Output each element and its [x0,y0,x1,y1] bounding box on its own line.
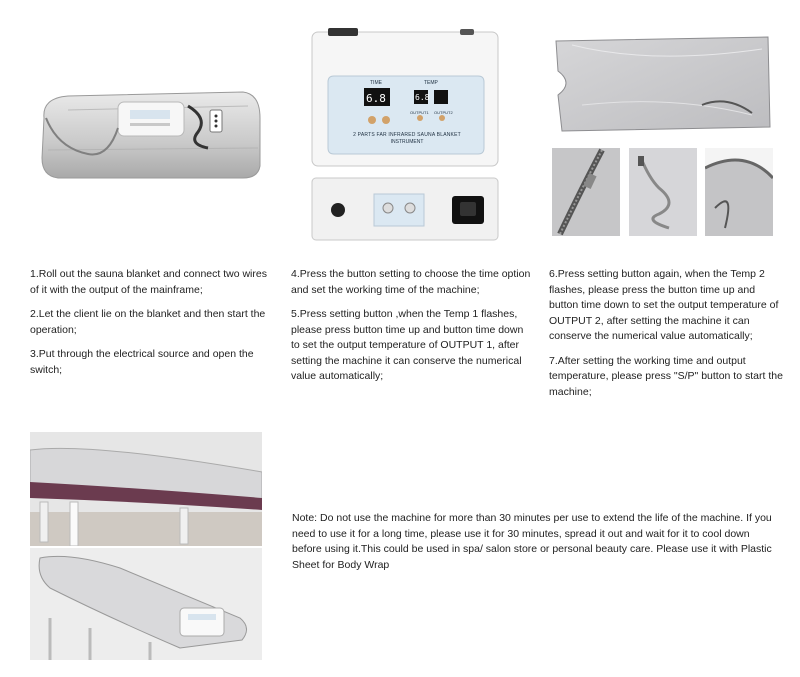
blanket-with-controller-photo [30,548,262,660]
corner-binding-detail-image [705,148,773,236]
cable-detail-image [629,148,697,236]
controller-subtitle: INSTRUMENT [390,139,424,145]
controller-output1-label: OUTPUT1 [410,110,429,115]
instruction-step-2: 2.Let the client lie on the blanket and then start the operation; [30,308,266,336]
controller-time-label: TIME [370,80,382,86]
controller-temp1-digits: 6.8 [415,93,430,102]
controller-time-digits: 6.8 [366,92,386,105]
controller-instrument-image [308,26,504,244]
instructions-column-3 [549,267,787,409]
instructions-column-2 [291,267,531,394]
instruction-step-6: 6.Press setting button again, when the Temp 2 flashes, please press the button time up and button time down to set the output temperature of OUTPUT 2, after setting the machine it can conserve the numerical value automatically; [549,268,779,342]
blanket-on-bed-photo [30,432,262,546]
instruction-step-3: 3.Put through the electrical source and open the switch; [30,348,254,376]
instructions-column-1 [30,267,270,387]
instruction-step-1: 1.Roll out the sauna blanket and connect two wires of it with the output of the mainframe; [30,268,267,296]
controller-temp-label: TEMP [424,80,438,86]
instruction-step-4: 4.Press the button setting to choose the time option and set the working time of the machine; [291,268,531,296]
usage-note: Note: Do not use the machine for more than 30 minutes per use to extend the life of the machine. If you need to use it for a long time, please use it for 30 minutes, spread it out and wait for it to cool down before using it.This could be used in spa/ salon store or personal beauty care. Please use it with Plastic Sheet for Body Wrap [292,512,772,571]
instruction-step-5: 5.Press setting button ,when the Temp 1 flashes, please press button time up and button time down to set the output temperature of OUTPUT 1, after setting the machine it can conserve the numerical value automatically; [291,308,524,382]
instruction-step-7: 7.After setting the working time and output temperature, please press "S/P" button to start the machine; [549,354,783,398]
sauna-blanket-with-controller-image [38,88,266,180]
controller-output2-label: OUTPUT2 [434,110,453,115]
open-sauna-blanket-image [552,35,774,135]
controller-title: 2 PARTS FAR INFRARED SAUNA BLANKET [353,132,461,138]
zipper-detail-image [552,148,620,236]
